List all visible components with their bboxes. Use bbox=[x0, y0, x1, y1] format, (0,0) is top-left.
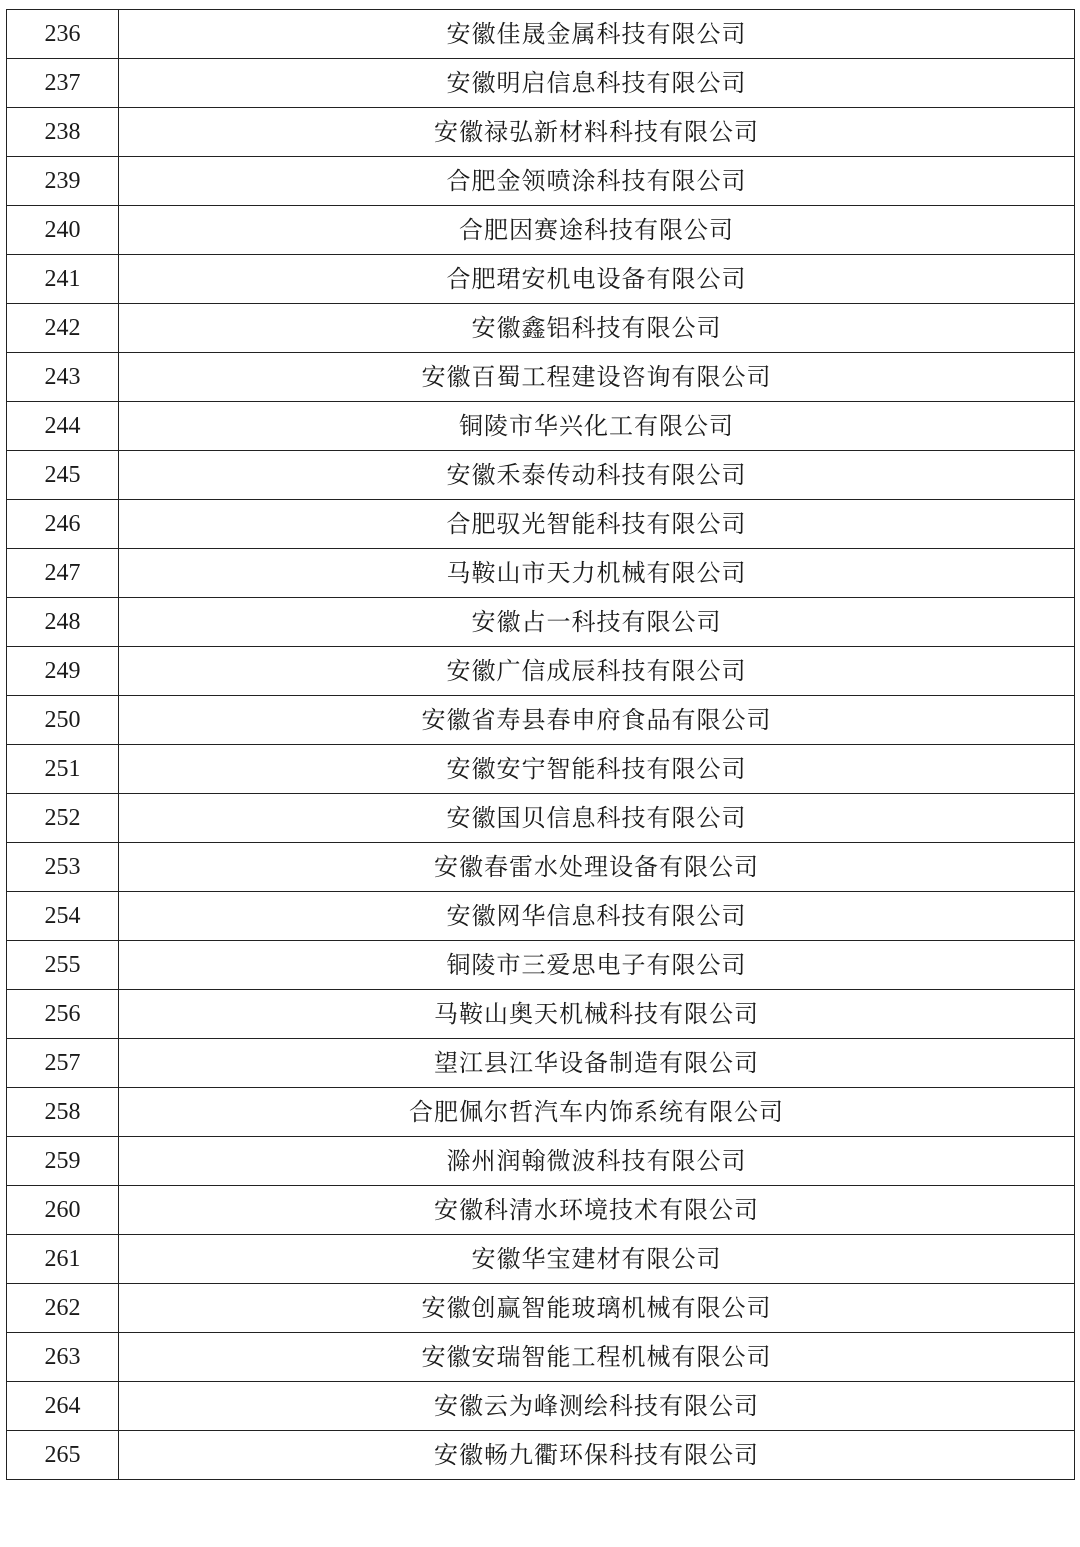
row-number: 236 bbox=[7, 10, 119, 59]
table-row bbox=[7, 1137, 1075, 1186]
row-number: 264 bbox=[7, 1382, 119, 1431]
table-row bbox=[7, 59, 1075, 108]
table-row bbox=[7, 157, 1075, 206]
company-name: 安徽华宝建材有限公司 bbox=[119, 1235, 1075, 1284]
table-row bbox=[7, 206, 1075, 255]
table-row bbox=[7, 1088, 1075, 1137]
table-row bbox=[7, 598, 1075, 647]
company-name: 合肥金领喷涂科技有限公司 bbox=[119, 157, 1075, 206]
row-number: 258 bbox=[7, 1088, 119, 1137]
row-number: 247 bbox=[7, 549, 119, 598]
table-row bbox=[7, 1431, 1075, 1480]
row-number: 252 bbox=[7, 794, 119, 843]
row-number: 246 bbox=[7, 500, 119, 549]
company-name: 铜陵市华兴化工有限公司 bbox=[119, 402, 1075, 451]
table-row bbox=[7, 941, 1075, 990]
row-number: 249 bbox=[7, 647, 119, 696]
table-row bbox=[7, 1333, 1075, 1382]
table-row bbox=[7, 500, 1075, 549]
row-number: 248 bbox=[7, 598, 119, 647]
company-name: 安徽广信成辰科技有限公司 bbox=[119, 647, 1075, 696]
company-name: 安徽科清水环境技术有限公司 bbox=[119, 1186, 1075, 1235]
row-number: 257 bbox=[7, 1039, 119, 1088]
table-row bbox=[7, 10, 1075, 59]
row-number: 260 bbox=[7, 1186, 119, 1235]
table-row bbox=[7, 745, 1075, 794]
row-number: 239 bbox=[7, 157, 119, 206]
company-table bbox=[6, 9, 1075, 1480]
row-number: 263 bbox=[7, 1333, 119, 1382]
table-row bbox=[7, 794, 1075, 843]
company-name: 安徽占一科技有限公司 bbox=[119, 598, 1075, 647]
company-name: 安徽省寿县春申府食品有限公司 bbox=[119, 696, 1075, 745]
company-name: 安徽春雷水处理设备有限公司 bbox=[119, 843, 1075, 892]
row-number: 250 bbox=[7, 696, 119, 745]
table-row bbox=[7, 1382, 1075, 1431]
table-body bbox=[7, 10, 1075, 1480]
company-name: 安徽创赢智能玻璃机械有限公司 bbox=[119, 1284, 1075, 1333]
table-row bbox=[7, 353, 1075, 402]
table-row bbox=[7, 843, 1075, 892]
company-name: 合肥珺安机电设备有限公司 bbox=[119, 255, 1075, 304]
company-name: 安徽国贝信息科技有限公司 bbox=[119, 794, 1075, 843]
company-name: 滁州润翰微波科技有限公司 bbox=[119, 1137, 1075, 1186]
company-name: 安徽明启信息科技有限公司 bbox=[119, 59, 1075, 108]
company-name: 合肥佩尔哲汽车内饰系统有限公司 bbox=[119, 1088, 1075, 1137]
table-row bbox=[7, 1039, 1075, 1088]
row-number: 259 bbox=[7, 1137, 119, 1186]
row-number: 261 bbox=[7, 1235, 119, 1284]
company-name: 安徽网华信息科技有限公司 bbox=[119, 892, 1075, 941]
company-name: 马鞍山市天力机械有限公司 bbox=[119, 549, 1075, 598]
company-name: 合肥驭光智能科技有限公司 bbox=[119, 500, 1075, 549]
table-row bbox=[7, 451, 1075, 500]
company-name: 安徽禄弘新材料科技有限公司 bbox=[119, 108, 1075, 157]
table-row bbox=[7, 1186, 1075, 1235]
table-row bbox=[7, 108, 1075, 157]
row-number: 251 bbox=[7, 745, 119, 794]
row-number: 262 bbox=[7, 1284, 119, 1333]
company-name: 安徽安瑞智能工程机械有限公司 bbox=[119, 1333, 1075, 1382]
table-row bbox=[7, 402, 1075, 451]
row-number: 256 bbox=[7, 990, 119, 1039]
table-row bbox=[7, 1235, 1075, 1284]
row-number: 255 bbox=[7, 941, 119, 990]
row-number: 237 bbox=[7, 59, 119, 108]
row-number: 254 bbox=[7, 892, 119, 941]
table-row bbox=[7, 304, 1075, 353]
table-row bbox=[7, 549, 1075, 598]
company-name: 安徽云为峰测绘科技有限公司 bbox=[119, 1382, 1075, 1431]
company-name: 安徽百蜀工程建设咨询有限公司 bbox=[119, 353, 1075, 402]
company-name: 安徽安宁智能科技有限公司 bbox=[119, 745, 1075, 794]
table-row bbox=[7, 1284, 1075, 1333]
company-name: 合肥因赛途科技有限公司 bbox=[119, 206, 1075, 255]
company-name: 望江县江华设备制造有限公司 bbox=[119, 1039, 1075, 1088]
row-number: 244 bbox=[7, 402, 119, 451]
table-row bbox=[7, 255, 1075, 304]
company-name: 安徽畅九衢环保科技有限公司 bbox=[119, 1431, 1075, 1480]
row-number: 243 bbox=[7, 353, 119, 402]
row-number: 238 bbox=[7, 108, 119, 157]
table-row bbox=[7, 990, 1075, 1039]
company-name: 安徽禾泰传动科技有限公司 bbox=[119, 451, 1075, 500]
row-number: 253 bbox=[7, 843, 119, 892]
row-number: 242 bbox=[7, 304, 119, 353]
company-name: 马鞍山奥天机械科技有限公司 bbox=[119, 990, 1075, 1039]
row-number: 240 bbox=[7, 206, 119, 255]
company-name: 安徽佳晟金属科技有限公司 bbox=[119, 10, 1075, 59]
company-name: 安徽鑫铝科技有限公司 bbox=[119, 304, 1075, 353]
company-name: 铜陵市三爱思电子有限公司 bbox=[119, 941, 1075, 990]
row-number: 241 bbox=[7, 255, 119, 304]
table-row bbox=[7, 892, 1075, 941]
row-number: 265 bbox=[7, 1431, 119, 1480]
table-row bbox=[7, 696, 1075, 745]
table-row bbox=[7, 647, 1075, 696]
row-number: 245 bbox=[7, 451, 119, 500]
